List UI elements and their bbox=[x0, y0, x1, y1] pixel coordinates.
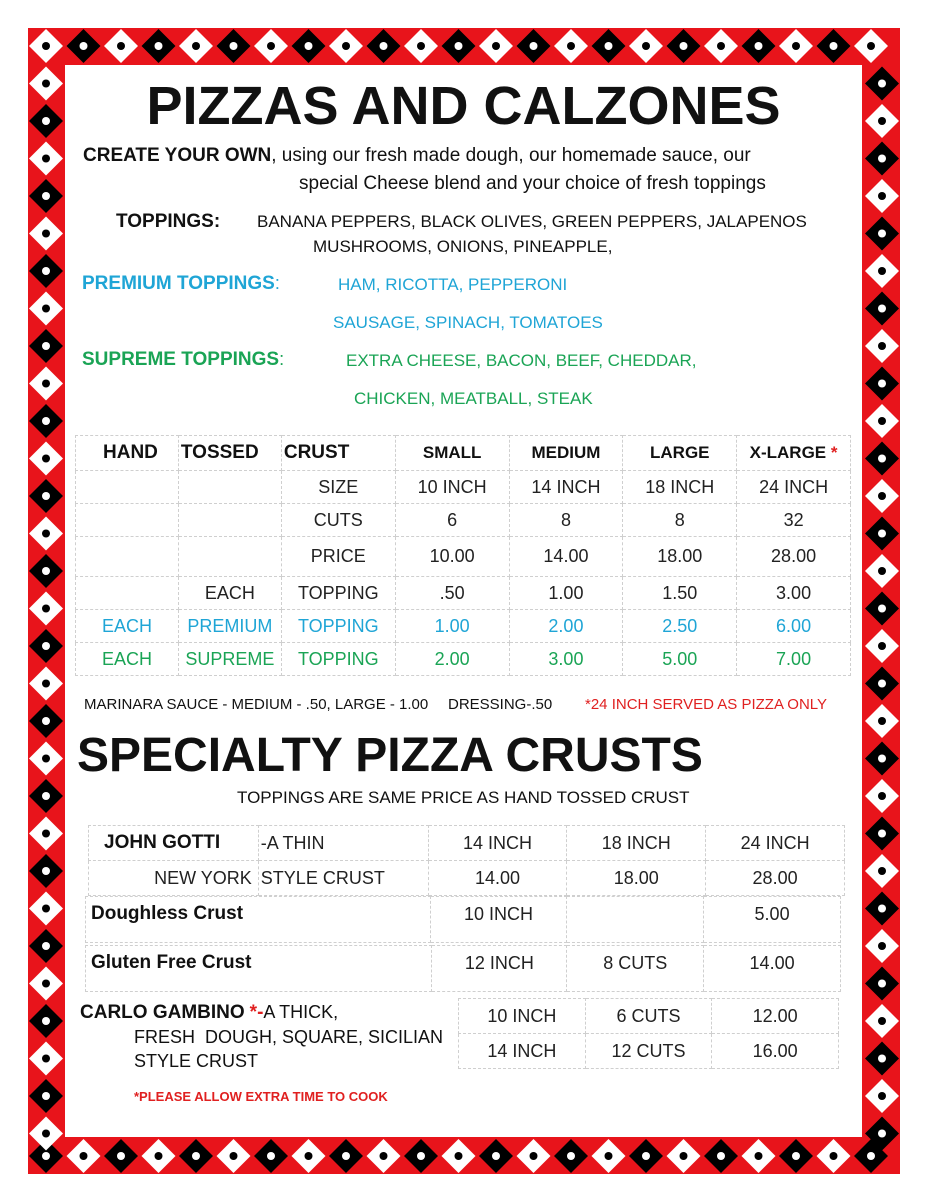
ht-row-3-val-2: 1.50 bbox=[623, 577, 737, 610]
border-dot bbox=[155, 1152, 163, 1160]
ht-row-1-c2 bbox=[178, 504, 281, 537]
border-dot bbox=[530, 42, 538, 50]
ht-size-header-3 bbox=[737, 436, 851, 471]
border-dot bbox=[878, 1092, 886, 1100]
border-dot bbox=[42, 830, 50, 838]
border-dot bbox=[192, 42, 200, 50]
gambino-cuts-1: 6 CUTS bbox=[585, 999, 712, 1034]
create-own-text: , using our fresh made dough, our homemade sauce, our bbox=[271, 145, 751, 166]
border-dot bbox=[42, 492, 50, 500]
gambino-price-2: 16.00 bbox=[712, 1034, 839, 1069]
border-dot bbox=[492, 1152, 500, 1160]
ht-row-4-val-2: 2.50 bbox=[623, 610, 737, 643]
border-dot bbox=[42, 230, 50, 238]
ht-row-3-val-0: .50 bbox=[395, 577, 509, 610]
gambino-desc2: FRESH DOUGH, SQUARE, SICILIAN bbox=[134, 1027, 444, 1047]
border-dot bbox=[878, 342, 886, 350]
doughless-name: Doughless Crust bbox=[86, 897, 431, 943]
ht-row-0-val-0: 10 INCH bbox=[395, 471, 509, 504]
ht-row-1-val-2: 8 bbox=[623, 504, 737, 537]
gotti-table bbox=[88, 825, 845, 896]
border-dot bbox=[878, 267, 886, 275]
ht-row-0-c3: SIZE bbox=[281, 471, 395, 504]
gambino-desc1: A THICK, bbox=[263, 1002, 339, 1022]
border-dot bbox=[380, 42, 388, 50]
border-dot bbox=[42, 867, 50, 875]
border-dot bbox=[878, 530, 886, 538]
border-dot bbox=[42, 117, 50, 125]
border-dot bbox=[878, 980, 886, 988]
hand-tossed-table bbox=[75, 435, 851, 676]
border-dot bbox=[42, 192, 50, 200]
gluten-cuts: 8 CUTS bbox=[567, 946, 704, 992]
supreme-items1: EXTRA CHEESE, BACON, BEEF, CHEDDAR, bbox=[346, 351, 697, 370]
border-dot bbox=[42, 942, 50, 950]
gotti-price-3: 28.00 bbox=[706, 861, 845, 896]
border-dot bbox=[567, 42, 575, 50]
border-dot bbox=[305, 1152, 313, 1160]
border-dot bbox=[878, 417, 886, 425]
border-dot bbox=[417, 42, 425, 50]
border-dot bbox=[878, 755, 886, 763]
gambino-line1 bbox=[80, 1002, 338, 1024]
gambino-cuts-2: 12 CUTS bbox=[585, 1034, 712, 1069]
border-dot bbox=[80, 1152, 88, 1160]
gambino-desc3: STYLE CRUST bbox=[134, 1051, 259, 1071]
border-dot bbox=[878, 1130, 886, 1138]
border-dot bbox=[878, 1055, 886, 1063]
premium-label: PREMIUM TOPPINGS bbox=[82, 273, 275, 294]
border-dot bbox=[878, 717, 886, 725]
ht-header-1: TOSSED bbox=[178, 436, 281, 471]
doughless-price: 5.00 bbox=[704, 897, 841, 943]
border-dot bbox=[867, 1152, 875, 1160]
border-dot bbox=[878, 492, 886, 500]
ht-row-4-val-1: 2.00 bbox=[509, 610, 623, 643]
ht-row-2-val-3: 28.00 bbox=[737, 537, 851, 577]
border-dot bbox=[80, 42, 88, 50]
ht-size-header-0 bbox=[395, 436, 509, 471]
border-dot bbox=[380, 1152, 388, 1160]
doughless-table bbox=[85, 896, 841, 943]
ht-row-0-val-2: 18 INCH bbox=[623, 471, 737, 504]
ht-row-5-val-1: 3.00 bbox=[509, 643, 623, 676]
border-dot bbox=[455, 1152, 463, 1160]
border-dot bbox=[42, 1017, 50, 1025]
gotti-price-2: 18.00 bbox=[567, 861, 706, 896]
ht-size-label: X-LARGE bbox=[749, 443, 827, 462]
border-dot bbox=[680, 42, 688, 50]
ht-row-4-c3: TOPPING bbox=[281, 610, 395, 643]
ht-row-1-val-3: 32 bbox=[737, 504, 851, 537]
toppings-label: TOPPINGS: bbox=[116, 211, 221, 232]
border-dot bbox=[567, 1152, 575, 1160]
ht-row-4-c1: EACH bbox=[76, 610, 179, 643]
border-dot bbox=[867, 42, 875, 50]
doughless-size: 10 INCH bbox=[430, 897, 567, 943]
xl-asterisk: * bbox=[830, 443, 838, 462]
gambino-size-1: 10 INCH bbox=[459, 999, 586, 1034]
border-dot bbox=[878, 455, 886, 463]
border-dot bbox=[878, 830, 886, 838]
border-dot bbox=[878, 1017, 886, 1025]
border-dot bbox=[117, 1152, 125, 1160]
gambino-table bbox=[458, 998, 839, 1069]
supreme-line1 bbox=[82, 349, 284, 371]
border-dot bbox=[305, 42, 313, 50]
border-dot bbox=[755, 1152, 763, 1160]
toppings-line1: BANANA PEPPERS, BLACK OLIVES, GREEN PEPPERS, JALAPENOS bbox=[257, 212, 807, 231]
ht-size-header-1 bbox=[509, 436, 623, 471]
ht-row-2-val-0: 10.00 bbox=[395, 537, 509, 577]
border-dot bbox=[830, 1152, 838, 1160]
border-dot bbox=[230, 42, 238, 50]
gotti-price-1: 14.00 bbox=[428, 861, 567, 896]
border-dot bbox=[878, 605, 886, 613]
border-dot bbox=[42, 680, 50, 688]
border-dot bbox=[42, 455, 50, 463]
border-dot bbox=[605, 42, 613, 50]
border-dot bbox=[42, 380, 50, 388]
border-dot bbox=[342, 1152, 350, 1160]
border-dot bbox=[42, 792, 50, 800]
ht-row-5-c3: TOPPING bbox=[281, 643, 395, 676]
border-dot bbox=[878, 192, 886, 200]
gotti-desc1: -A THIN bbox=[258, 826, 428, 861]
border-dot bbox=[755, 42, 763, 50]
gluten-name: Gluten Free Crust bbox=[86, 946, 432, 992]
ht-size-label: MEDIUM bbox=[531, 443, 601, 462]
menu-panel bbox=[65, 65, 862, 1137]
ht-row-5-val-2: 5.00 bbox=[623, 643, 737, 676]
ht-row-3-c2: EACH bbox=[178, 577, 281, 610]
specialty-title: SPECIALTY PIZZA CRUSTS bbox=[77, 729, 703, 782]
gluten-table bbox=[85, 945, 841, 992]
border-dot bbox=[117, 42, 125, 50]
border-dot bbox=[42, 155, 50, 163]
ht-row-5-c2: SUPREME bbox=[178, 643, 281, 676]
ht-row-5-val-0: 2.00 bbox=[395, 643, 509, 676]
ht-row-1-c3: CUTS bbox=[281, 504, 395, 537]
border-dot bbox=[42, 80, 50, 88]
ht-row-4-val-0: 1.00 bbox=[395, 610, 509, 643]
border-dot bbox=[42, 1055, 50, 1063]
border-dot bbox=[342, 42, 350, 50]
border-dot bbox=[42, 755, 50, 763]
border-dot bbox=[417, 1152, 425, 1160]
gluten-size: 12 INCH bbox=[432, 946, 567, 992]
border-dot bbox=[878, 642, 886, 650]
ht-size-header-2 bbox=[623, 436, 737, 471]
gambino-size-2: 14 INCH bbox=[459, 1034, 586, 1069]
border-dot bbox=[680, 1152, 688, 1160]
ht-row-2-val-2: 18.00 bbox=[623, 537, 737, 577]
border-dot bbox=[878, 117, 886, 125]
border-dot bbox=[642, 1152, 650, 1160]
marinara-note: MARINARA SAUCE - MEDIUM - .50, LARGE - 1.00 bbox=[84, 696, 429, 713]
create-own-line1 bbox=[83, 145, 751, 167]
border-dot bbox=[42, 642, 50, 650]
ht-row-2-c1 bbox=[76, 537, 179, 577]
border-dot bbox=[878, 80, 886, 88]
ht-row-0-c2 bbox=[178, 471, 281, 504]
border-dot bbox=[42, 717, 50, 725]
border-dot bbox=[492, 42, 500, 50]
gluten-price: 14.00 bbox=[704, 946, 841, 992]
create-own-label: CREATE YOUR OWN bbox=[83, 145, 272, 166]
create-own-line2: special Cheese blend and your choice of fresh toppings bbox=[299, 173, 766, 194]
premium-colon: : bbox=[274, 273, 280, 293]
ht-size-label: SMALL bbox=[422, 443, 482, 462]
gotti-size-3: 24 INCH bbox=[706, 826, 845, 861]
page-title: PIZZAS AND CALZONES bbox=[146, 76, 781, 136]
gotti-size-1: 14 INCH bbox=[428, 826, 567, 861]
xl-note: *24 INCH SERVED AS PIZZA ONLY bbox=[585, 696, 828, 713]
border-dot bbox=[42, 567, 50, 575]
ht-row-3-val-1: 1.00 bbox=[509, 577, 623, 610]
premium-items1: HAM, RICOTTA, PEPPERONI bbox=[338, 275, 568, 294]
border-dot bbox=[878, 230, 886, 238]
border-dot bbox=[42, 980, 50, 988]
border-dot bbox=[42, 342, 50, 350]
border-dot bbox=[267, 42, 275, 50]
border-dot bbox=[42, 417, 50, 425]
border-dot bbox=[42, 1092, 50, 1100]
ht-row-5-c1: EACH bbox=[76, 643, 179, 676]
ht-row-2-c2 bbox=[178, 537, 281, 577]
border-dot bbox=[830, 42, 838, 50]
gotti-name: JOHN GOTTI bbox=[89, 826, 259, 861]
ht-header-2: CRUST bbox=[281, 436, 395, 471]
border-dot bbox=[42, 267, 50, 275]
border-dot bbox=[878, 680, 886, 688]
border-dot bbox=[878, 905, 886, 913]
ht-header-0: HAND bbox=[76, 436, 179, 471]
ht-row-1-val-1: 8 bbox=[509, 504, 623, 537]
dressing-note: DRESSING-.50 bbox=[448, 696, 553, 713]
ht-row-3-val-3: 3.00 bbox=[737, 577, 851, 610]
premium-line1 bbox=[82, 273, 280, 295]
gambino-price-1: 12.00 bbox=[712, 999, 839, 1034]
ht-row-2-val-1: 14.00 bbox=[509, 537, 623, 577]
border-dot bbox=[878, 380, 886, 388]
border-dot bbox=[42, 305, 50, 313]
ht-row-4-val-3: 6.00 bbox=[737, 610, 851, 643]
ht-row-4-c2: PREMIUM bbox=[178, 610, 281, 643]
toppings-line2: MUSHROOMS, ONIONS, PINEAPPLE, bbox=[313, 237, 613, 256]
border-dot bbox=[717, 1152, 725, 1160]
border-dot bbox=[878, 867, 886, 875]
border-dot bbox=[230, 1152, 238, 1160]
border-dot bbox=[42, 42, 50, 50]
supreme-items2: CHICKEN, MEATBALL, STEAK bbox=[354, 389, 593, 408]
ht-row-3-c3: TOPPING bbox=[281, 577, 395, 610]
ht-row-3-c1 bbox=[76, 577, 179, 610]
border-dot bbox=[878, 942, 886, 950]
border-dot bbox=[717, 42, 725, 50]
border-dot bbox=[530, 1152, 538, 1160]
border-dot bbox=[605, 1152, 613, 1160]
ht-row-0-c1 bbox=[76, 471, 179, 504]
ht-row-5-val-3: 7.00 bbox=[737, 643, 851, 676]
border-dot bbox=[192, 1152, 200, 1160]
border-dot bbox=[42, 905, 50, 913]
border-dot bbox=[155, 42, 163, 50]
cook-time-note: *PLEASE ALLOW EXTRA TIME TO COOK bbox=[134, 1089, 388, 1104]
gotti-size-2: 18 INCH bbox=[567, 826, 706, 861]
border-dot bbox=[42, 1152, 50, 1160]
ht-row-1-c1 bbox=[76, 504, 179, 537]
gotti-desc-a: NEW YORK bbox=[89, 861, 259, 896]
border-dot bbox=[267, 1152, 275, 1160]
ht-size-label: LARGE bbox=[650, 443, 710, 462]
border-dot bbox=[792, 1152, 800, 1160]
border-dot bbox=[878, 305, 886, 313]
border-dot bbox=[878, 792, 886, 800]
supreme-label: SUPREME TOPPINGS bbox=[82, 349, 280, 370]
ht-row-0-val-3: 24 INCH bbox=[737, 471, 851, 504]
doughless-cuts bbox=[567, 897, 704, 943]
ht-row-2-c3: PRICE bbox=[281, 537, 395, 577]
border-dot bbox=[792, 42, 800, 50]
border-dot bbox=[455, 42, 463, 50]
premium-items2: SAUSAGE, SPINACH, TOMATOES bbox=[333, 313, 603, 332]
ht-row-0-val-1: 14 INCH bbox=[509, 471, 623, 504]
border-dot bbox=[878, 567, 886, 575]
border-dot bbox=[42, 1130, 50, 1138]
specialty-subtitle: TOPPINGS ARE SAME PRICE AS HAND TOSSED CRUST bbox=[237, 788, 690, 807]
border-dot bbox=[878, 155, 886, 163]
supreme-colon: : bbox=[279, 349, 285, 369]
gambino-name: CARLO GAMBINO bbox=[80, 1002, 245, 1023]
gambino-mark: *- bbox=[249, 1002, 264, 1023]
border-dot bbox=[42, 530, 50, 538]
border-dot bbox=[642, 42, 650, 50]
ht-row-1-val-0: 6 bbox=[395, 504, 509, 537]
gotti-desc-b: STYLE CRUST bbox=[258, 861, 428, 896]
border-dot bbox=[42, 605, 50, 613]
